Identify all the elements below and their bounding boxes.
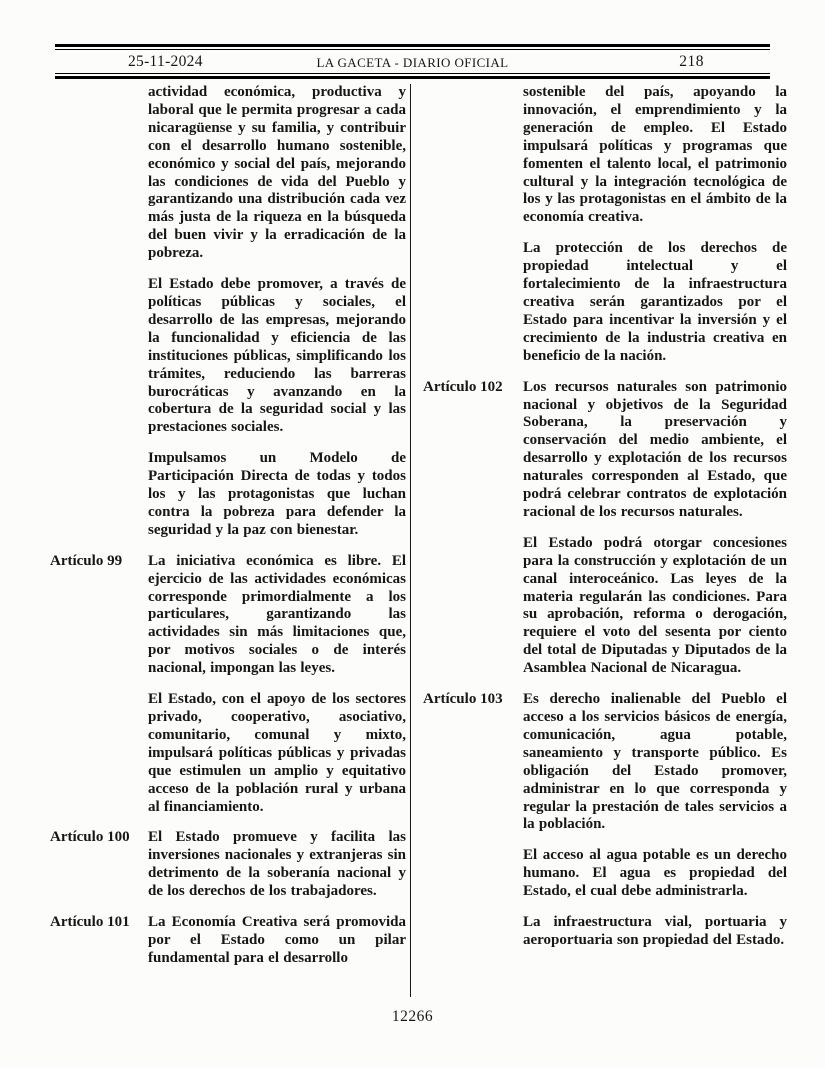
masthead-date: 25-11-2024 xyxy=(128,53,203,70)
paragraph-block xyxy=(50,276,406,437)
article-number-label xyxy=(423,84,523,227)
paragraph-text: Los recursos naturales son patrimonio nacional y objetivos de la Seguridad Soberana, la preservación y conservación del medio ambiente, el desarrollo y explotación de los recursos naturales corresponden al Estado, que podrá celebrar contratos de explotación racional de los recursos naturales. xyxy=(523,378,787,520)
paragraph-text: Es derecho inalienable del Pueblo el acceso a los servicios básicos de energía, comunicación, agua potable, saneamiento y transporte público. Es obligación del Estado promover, administrar en lo que corresponda y regular la prestación de tales servicios a la población. xyxy=(523,691,787,833)
paragraph-block-articulo-103 xyxy=(423,691,787,834)
paragraph-text: El Estado debe promover, a través de políticas públicas y sociales, el desarrollo de las empresas, mejorando la funcionalidad y eficiencia de las instituciones públicas, simplificando los trámites, reduciendo las barreras burocráticas y avanzando en la cobertura de la seguridad social y las prestaciones sociales. xyxy=(148,276,406,436)
paragraph-text: La infraestructura vial, portuaria y aeroportuaria son propiedad del Estado. xyxy=(523,914,787,948)
header-bottom-thick-rule xyxy=(55,76,770,79)
paragraph-text: El Estado promueve y facilita las inversiones nacionales y extranjeras sin detrimento de la soberanía nacional y de los derechos de los trabajadores. xyxy=(148,829,406,900)
paragraph-block xyxy=(50,450,406,540)
paragraph-text: actividad económica, productiva y laboral que le permita progresar a cada nicaragüense y su familia, y contribuir con el desarrollo humano sostenible, económico y social del país, mejorando las condiciones de vida del Pueblo y garantizando una distribución cada vez más justa de la riqueza en la búsqueda del buen vivir y la erradicación de la pobreza. xyxy=(148,84,406,262)
article-number-label xyxy=(423,240,523,365)
paragraph-text: sostenible del país, apoyando la innovación, el emprendimiento y la generación de empleo. El Estado impulsará políticas y programas que fomenten el talento local, el patrimonio cultural y la integración tecnológica de los y las protagonistas en el ámbito de la economía creativa. xyxy=(523,84,787,226)
left-column xyxy=(50,84,406,999)
article-number-label: Artículo 102 xyxy=(423,378,503,395)
paragraph-text: La Economía Creativa será promovida por el Estado como un pilar fundamental para el desarrollo xyxy=(148,914,406,966)
article-number-label: Artículo 101 xyxy=(50,914,130,931)
article-number-label: Artículo 99 xyxy=(50,552,123,569)
article-number-label xyxy=(50,84,148,263)
paragraph-block xyxy=(423,914,787,950)
masthead-page-number: 218 xyxy=(679,53,704,70)
paragraph-block xyxy=(423,84,787,227)
article-number-label xyxy=(50,691,148,816)
article-number-label: Artículo 103 xyxy=(423,691,503,708)
paragraph-text: El acceso al agua potable es un derecho humano. El agua es propiedad del Estado, el cual debe administrarla. xyxy=(523,847,787,900)
page-footer xyxy=(0,1008,825,1026)
folio-number: 12266 xyxy=(391,1008,434,1025)
article-columns xyxy=(50,84,787,999)
paragraph-text: El Estado podrá otorgar concesiones para la construcción y explotación de un canal interoceánico. Las leyes de la materia regularán las condiciones. Para su aprobación, reforma o derogación, requiere el voto del sesenta por ciento del total de Diputadas y Diputados de la Asamblea Nacional de Nicaragua. xyxy=(523,534,787,677)
paragraph-block-articulo-101 xyxy=(50,914,406,968)
paragraph-block xyxy=(50,691,406,816)
article-number-label xyxy=(50,450,148,540)
header-top-thin-rule xyxy=(55,49,770,50)
article-number-label xyxy=(423,914,523,950)
paragraph-block xyxy=(50,84,406,263)
article-number-label xyxy=(423,847,523,901)
right-column xyxy=(411,84,787,999)
paragraph-block-articulo-100 xyxy=(50,829,406,901)
paragraph-block-articulo-99 xyxy=(50,553,406,678)
paragraph-block xyxy=(423,240,787,365)
masthead-title: LA GACETA - DIARIO OFICIAL xyxy=(316,55,509,70)
article-number-label xyxy=(50,276,148,437)
header-top-thick-rule xyxy=(55,44,770,47)
paragraph-text: El Estado, con el apoyo de los sectores privado, cooperativo, asociativo, comunitario, comunal y mixto, impulsará políticas públicas y privadas que estimulen un amplio y equitativo acceso de la población rural y urbana al financiamiento. xyxy=(148,691,406,815)
masthead-row xyxy=(55,51,770,72)
paragraph-text: La protección de los derechos de propiedad intelectual y el fortalecimiento de la infraestructura creativa serán garantizados por el Estado para incentivar la inversión y el crecimiento de la industria creativa en beneficio de la nación. xyxy=(523,240,787,364)
paragraph-block xyxy=(423,535,787,678)
article-number-label: Artículo 100 xyxy=(50,829,130,846)
paragraph-text: Impulsamos un Modelo de Participación Directa de todas y todos los y las protagonistas que luchan contra la pobreza para defender la seguridad y la paz con bienestar. xyxy=(148,450,406,538)
paragraph-text: La iniciativa económica es libre. El ejercicio de las actividades económicas corresponde primordialmente a los particulares, garantizando las actividades sin más limitaciones que, por motivos sociales o de interés nacional, impongan las leyes. xyxy=(148,552,406,677)
paragraph-block-articulo-102 xyxy=(423,379,787,522)
paragraph-block xyxy=(423,847,787,901)
article-number-label xyxy=(423,535,523,678)
header-bottom-thin-rule xyxy=(55,73,770,74)
page-header xyxy=(55,44,770,79)
